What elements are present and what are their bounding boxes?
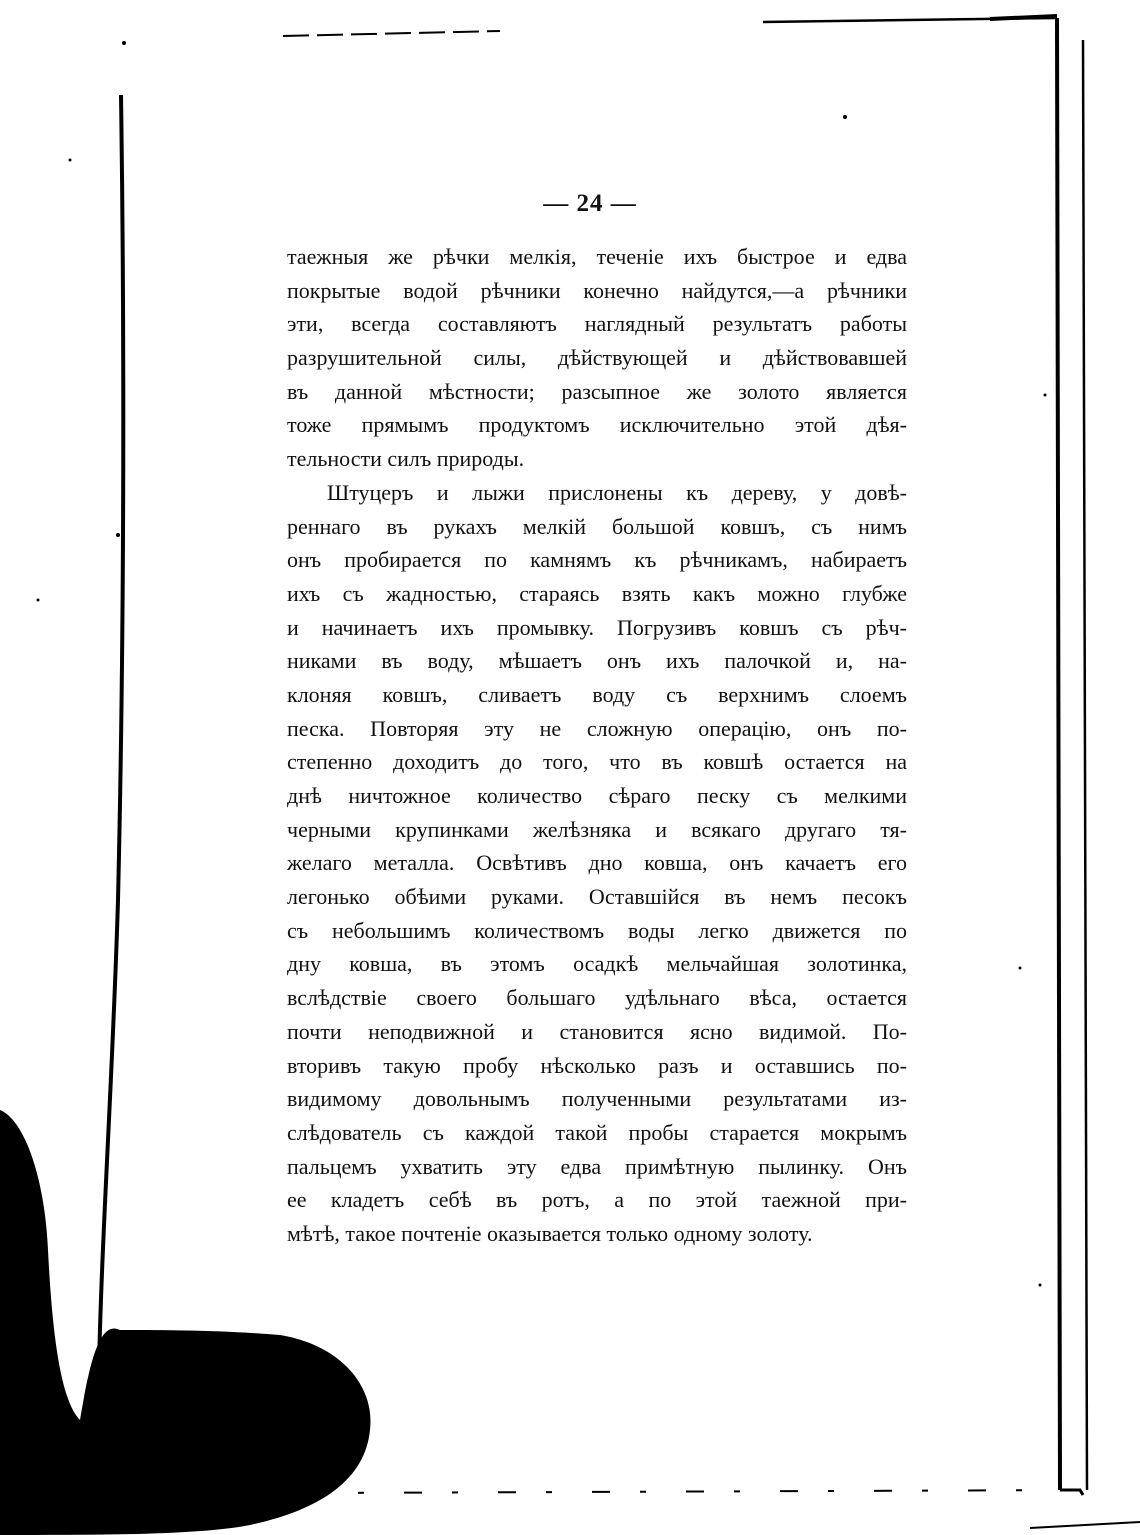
text-line: таежныя же рѣчки мелкія, теченіе ихъ быстрое и едва	[287, 244, 907, 269]
text-line: ее кладетъ себѣ въ ротъ, а по этой таежной при-	[287, 1187, 907, 1213]
text-line: черными крупинками желѣзняка и всякаго другаго тя-	[287, 816, 907, 842]
right-inner-edge	[1083, 40, 1087, 1490]
text-line: въ данной мѣстности; разсыпное же золото является	[287, 378, 907, 404]
text-line: песка. Повторяя эту не сложную операцію, онъ по-	[287, 715, 907, 741]
body-text	[287, 240, 907, 1251]
top-rule-left	[283, 31, 500, 36]
paragraph-1	[287, 240, 907, 476]
text-line: никами въ воду, мѣшаетъ онъ ихъ палочкой и, на-	[287, 648, 907, 674]
text-line: слѣдователь съ каждой такой пробы старается мокрымъ	[287, 1119, 907, 1145]
paragraph-2	[287, 476, 907, 1251]
speck	[116, 533, 120, 537]
text-line: дну ковша, въ этомъ осадкѣ мельчайшая золотинка,	[287, 951, 907, 977]
text-line: днѣ ничтожное количество сѣраго песку съ мелкими	[287, 783, 907, 808]
text-line: мѣтѣ, такое почтеніе оказывается только одному золоту.	[287, 1220, 813, 1246]
text-line: степенно доходитъ до того, что въ ковшѣ остается на	[287, 749, 907, 775]
text-line: тоже прямымъ продуктомъ исключительно этой дѣя-	[287, 412, 907, 438]
right-page-edge	[1057, 18, 1060, 1490]
bottom-right-rule	[1030, 1522, 1140, 1528]
speck	[1019, 967, 1022, 970]
text-line: эти, всегда составляютъ наглядный результатъ работы	[287, 311, 907, 337]
speck	[37, 599, 40, 602]
text-line: вторивъ такую пробу нѣсколько разъ и оставшись по-	[287, 1052, 907, 1078]
speck	[1039, 1284, 1042, 1287]
page-number: — 24 —	[543, 190, 637, 217]
speck	[122, 41, 126, 45]
text-line: пальцемъ ухватить эту едва примѣтную пылинку. Онъ	[287, 1153, 907, 1179]
speck	[69, 159, 72, 162]
text-line: видимому довольнымъ полученными результатами из-	[287, 1086, 907, 1112]
text-line: съ небольшимъ количествомъ воды легко движется по	[287, 917, 907, 943]
text-line: покрытые водой рѣчники конечно найдутся,—а рѣчники	[287, 277, 907, 303]
text-line: тельности силъ природы.	[287, 446, 525, 472]
text-line: желаго металла. Освѣтивъ дно ковша, онъ качаетъ его	[287, 850, 907, 876]
text-line: разрушительной силы, дѣйствующей и дѣйствовавшей	[287, 345, 907, 371]
speck	[843, 115, 847, 119]
text-line: легонько обѣими руками. Оставшійся въ немъ песокъ	[287, 884, 907, 910]
speck	[1044, 394, 1047, 397]
left-page-edge	[98, 95, 123, 1420]
text-line: реннаго въ рукахъ мелкій большой ковшъ, съ нимъ	[287, 513, 907, 539]
text-line: онъ пробирается по камнямъ къ рѣчникамъ, набираетъ	[287, 547, 907, 573]
bottom-rule	[310, 1490, 1085, 1493]
text-line: клоняя ковшъ, сливаетъ воду съ верхнимъ слоемъ	[287, 681, 907, 707]
text-line: вслѣдствіе своего большаго удѣльнаго вѣса, остается	[287, 985, 907, 1011]
text-line: почти неподвижной и становится ясно видимой. По-	[287, 1018, 907, 1044]
text-line: Штуцеръ и лыжи прислонены къ дереву, у довѣ-	[327, 479, 907, 505]
text-line: ихъ съ жадностью, стараясь взять какъ можно глубже	[287, 580, 907, 606]
text-line: и начинаетъ ихъ промывку. Погрузивъ ковшъ съ рѣч-	[287, 614, 907, 640]
